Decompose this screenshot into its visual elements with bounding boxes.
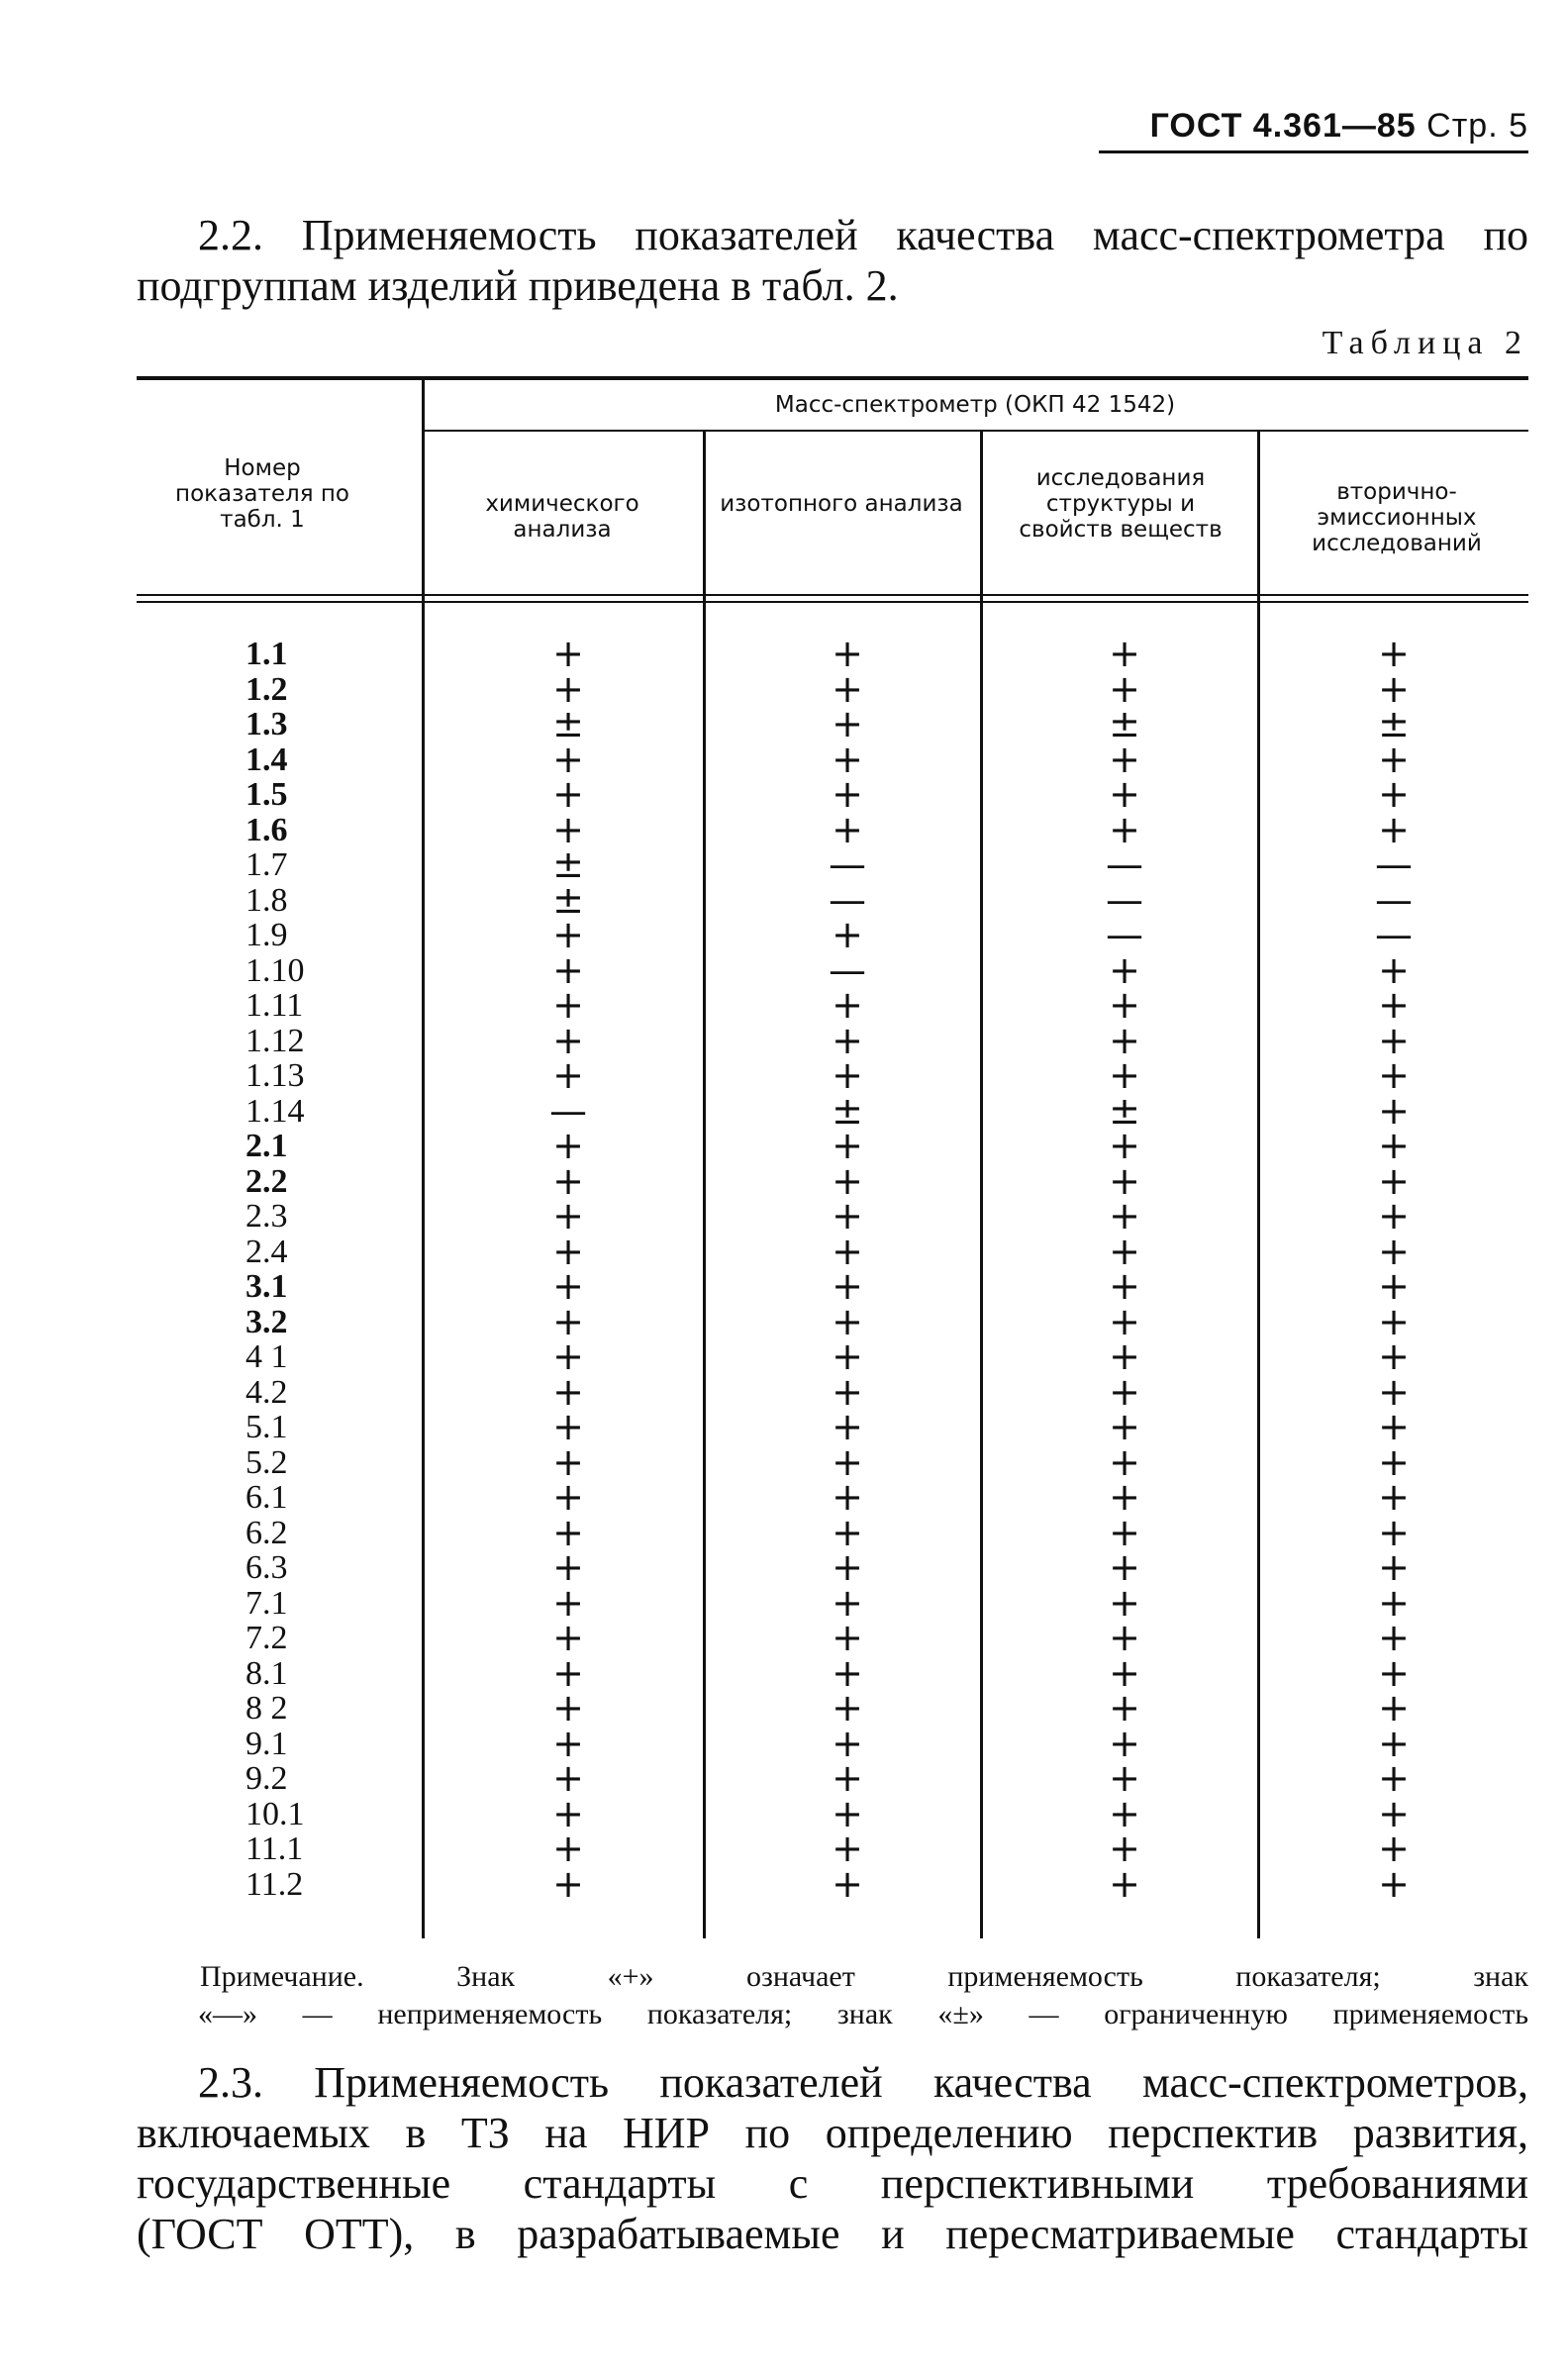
paragraph-2-3 [137, 2057, 1528, 2259]
table-cell: + [832, 1721, 863, 1765]
row-number: 9.2 [245, 1760, 288, 1797]
row-number: 7.1 [245, 1584, 288, 1622]
row-number: 1.2 [245, 670, 288, 708]
paragraph-line: 2.3. Применяемость показателей качества масс-спектрометров, [198, 2058, 1528, 2107]
table-cell: ± [1109, 702, 1140, 745]
paragraph-line: 2.2. Применяемость показателей качества масс-спектрометра по [198, 211, 1528, 259]
table-cell: + [1378, 1229, 1410, 1273]
table-cell: + [1378, 1721, 1410, 1765]
table-cell: + [552, 1053, 584, 1097]
paragraph-line: подгруппам изделий приведена в табл. 2. [137, 261, 899, 310]
table-cell: + [1378, 947, 1410, 992]
table-cell: + [832, 983, 863, 1027]
table-cell: + [1109, 1194, 1140, 1237]
table-caption: Таблица 2 [1322, 325, 1528, 361]
row-number: 10.1 [245, 1795, 305, 1832]
table-cell: + [1109, 1791, 1140, 1835]
table-cell: + [1378, 1264, 1410, 1308]
col-divider-2 [703, 432, 706, 1938]
table-cell: — [1106, 842, 1143, 886]
table-cell: — [1106, 913, 1143, 956]
table-cell: + [552, 1299, 584, 1343]
table-cell: + [1109, 1827, 1140, 1870]
table-cell: — [1375, 913, 1413, 956]
table-cell: + [552, 772, 584, 816]
table-cell: + [552, 1405, 584, 1448]
row-number: 6.1 [245, 1479, 288, 1516]
table-cell: — [829, 947, 866, 992]
table-cell: + [1378, 737, 1410, 781]
row-number: 8 2 [245, 1690, 288, 1727]
paragraph-line: включаемых в ТЗ на НИР по определению перспектив развития, [137, 2109, 1528, 2157]
table-cell: + [1109, 807, 1140, 851]
row-number: 9.1 [245, 1725, 288, 1762]
table-cell: + [1378, 1405, 1410, 1448]
column-isotope [818, 632, 877, 1906]
row-number: 11.2 [245, 1865, 304, 1903]
table-cell: ± [1378, 702, 1410, 745]
row-number: 1.13 [245, 1057, 305, 1094]
table-cell: + [1378, 1616, 1410, 1659]
page-number: Стр. 5 [1426, 107, 1528, 145]
column-secondary-emission [1364, 632, 1423, 1906]
table-cell: + [1378, 1018, 1410, 1062]
table-cell: + [552, 1194, 584, 1237]
row-number: 1.4 [245, 741, 288, 778]
table-cell: + [1378, 1335, 1410, 1378]
table-cell: + [552, 1369, 584, 1414]
col-divider-1 [422, 380, 425, 1938]
table-cell: + [552, 913, 584, 956]
header-bottom-rule-1 [137, 594, 1528, 596]
table-cell: + [552, 1510, 584, 1554]
row-number: 6.3 [245, 1549, 288, 1586]
row-number: 1.3 [245, 706, 288, 742]
table-cell: + [552, 1229, 584, 1273]
table-cell: + [552, 1791, 584, 1835]
row-number: 2.3 [245, 1198, 288, 1235]
table-cell: + [552, 1439, 584, 1484]
table-cell: + [1109, 1756, 1140, 1800]
table-cell: ± [1109, 1088, 1140, 1133]
row-number: 2.4 [245, 1233, 288, 1270]
table-cell: ± [552, 842, 584, 886]
table-cell: — [829, 877, 866, 922]
table-cell: + [1109, 1616, 1140, 1659]
row-number: 2.1 [245, 1128, 288, 1164]
table-cell: + [552, 666, 584, 711]
table-cell: + [832, 1053, 863, 1097]
row-number: 1.6 [245, 811, 288, 848]
table-cell: + [832, 1510, 863, 1554]
row-number: 5.2 [245, 1443, 288, 1481]
table-cell: + [1109, 737, 1140, 781]
running-header [1099, 107, 1528, 146]
table-cell: + [832, 1475, 863, 1519]
table-cell: + [1109, 983, 1140, 1027]
column-header-chemical: химического анализа [485, 491, 639, 543]
table-cell: + [1378, 983, 1410, 1027]
table-cell: + [1109, 1299, 1140, 1343]
table-cell: + [1109, 772, 1140, 816]
table-cell: + [832, 1756, 863, 1800]
table-cell: + [1378, 1827, 1410, 1870]
table-cell: + [832, 632, 863, 675]
table-cell: + [832, 772, 863, 816]
table-cell: + [1109, 1510, 1140, 1554]
paragraph-line: (ГОСТ ОТТ), в разрабатываемые и пересматриваемые стандарты [137, 2210, 1528, 2258]
table-cell: + [552, 1335, 584, 1378]
table-cell: + [832, 1264, 863, 1308]
table-cell: + [1109, 1229, 1140, 1273]
row-number: 1.1 [245, 636, 288, 672]
column-header-structure: исследования структуры и свойств веществ [1019, 465, 1223, 543]
table-cell: + [1109, 632, 1140, 675]
row-number: 4.2 [245, 1373, 288, 1411]
table-cell: + [1378, 1053, 1410, 1097]
table-cell: + [1378, 1510, 1410, 1554]
row-numbers [174, 637, 323, 1902]
table-cell: + [1378, 1545, 1410, 1589]
table-cell: + [1378, 1791, 1410, 1835]
table-cell: + [832, 913, 863, 956]
row-number: 1.11 [245, 987, 304, 1024]
row-number: 1.9 [245, 917, 288, 953]
table-cell: + [1378, 1650, 1410, 1695]
row-number: 8.1 [245, 1654, 288, 1692]
table-cell: + [832, 1194, 863, 1237]
table-top-rule [137, 376, 1528, 380]
table-cell: + [1378, 666, 1410, 711]
table-cell: + [1109, 1369, 1140, 1414]
paragraph-line: государственные стандарты с перспективными требованиями [137, 2159, 1528, 2208]
row-number: 3.1 [245, 1268, 288, 1305]
table-cell: — [1375, 842, 1413, 886]
row-number: 3.2 [245, 1303, 288, 1340]
table-cell: + [832, 1861, 863, 1906]
table-cell: + [832, 1369, 863, 1414]
table-cell: + [552, 1580, 584, 1625]
table-cell: + [1378, 772, 1410, 816]
table-cell: + [1378, 1369, 1410, 1414]
table-cell: + [1378, 1475, 1410, 1519]
row-number: 6.2 [245, 1514, 288, 1551]
table-cell: + [1109, 1439, 1140, 1484]
table-cell: + [552, 1616, 584, 1659]
table-cell: + [1378, 1439, 1410, 1484]
row-number: 1.5 [245, 776, 288, 813]
table-cell: + [1378, 1861, 1410, 1906]
col-divider-3 [980, 432, 983, 1938]
table-cell: + [832, 1650, 863, 1695]
row-number: 1.7 [245, 846, 288, 883]
table-cell: + [1378, 1158, 1410, 1203]
table-cell: + [832, 737, 863, 781]
table-cell: + [1109, 1405, 1140, 1448]
table-cell: + [552, 807, 584, 851]
table-cell: + [1109, 1018, 1140, 1062]
table-cell: ± [552, 877, 584, 922]
table-cell: + [552, 1545, 584, 1589]
table-cell: — [829, 842, 866, 886]
table-cell: + [832, 1616, 863, 1659]
table-cell: + [1109, 666, 1140, 711]
header-rule [1099, 150, 1528, 153]
table-cell: ± [832, 1088, 863, 1133]
table-cell: + [832, 1405, 863, 1448]
row-number: 2.2 [245, 1162, 288, 1200]
table-cell: + [832, 807, 863, 851]
table-cell: + [1109, 1158, 1140, 1203]
table-cell: + [1109, 1721, 1140, 1765]
row-number: 11.1 [245, 1830, 304, 1867]
table-cell: + [552, 632, 584, 675]
table-cell: + [1109, 1053, 1140, 1097]
row-number: 1.12 [245, 1022, 305, 1059]
table-cell: + [1109, 1335, 1140, 1378]
table-cell: + [1109, 1545, 1140, 1589]
table-cell: + [1378, 1580, 1410, 1625]
table-cell: + [552, 1686, 584, 1730]
table-cell: + [1378, 1686, 1410, 1730]
table-cell: + [1378, 807, 1410, 851]
table-cell: + [1378, 1124, 1410, 1167]
table-cell: + [1109, 1475, 1140, 1519]
table-cell: + [832, 1580, 863, 1625]
table-note [198, 1958, 1528, 2033]
group-header-rule [422, 430, 1528, 432]
header-bottom-rule-2 [137, 601, 1528, 603]
column-structure [1095, 632, 1154, 1906]
table-cell: + [832, 1124, 863, 1167]
table-cell: + [832, 1439, 863, 1484]
table-cell: + [832, 1335, 863, 1378]
table-cell: + [1378, 1194, 1410, 1237]
row-number: 5.1 [245, 1409, 288, 1445]
table-cell: + [1109, 947, 1140, 992]
table-cell: + [1109, 1686, 1140, 1730]
table-cell: + [832, 666, 863, 711]
table-cell: + [832, 1299, 863, 1343]
table-cell: + [552, 1158, 584, 1203]
row-number: 1.10 [245, 951, 305, 989]
table-cell: + [1109, 1580, 1140, 1625]
table-cell: + [552, 1756, 584, 1800]
column-header-secondary-emission: вторично-эмиссионных исследований [1312, 479, 1482, 556]
table-cell: + [1378, 1299, 1410, 1343]
column-header-isotope: изотопного анализа [720, 491, 963, 517]
table-cell: + [1378, 1756, 1410, 1800]
table-cell: + [552, 947, 584, 992]
table-cell: + [552, 737, 584, 781]
table-cell: + [552, 1861, 584, 1906]
table-cell: + [1109, 1124, 1140, 1167]
row-number: 4 1 [245, 1338, 288, 1375]
table-cell: + [552, 983, 584, 1027]
table-cell: + [552, 1827, 584, 1870]
table-cell: + [1109, 1861, 1140, 1906]
row-number: 7.2 [245, 1620, 288, 1656]
table-cell: + [1378, 632, 1410, 675]
table-cell: + [832, 1791, 863, 1835]
table-cell: + [552, 1124, 584, 1167]
row-number-header: Номер показателя по табл. 1 [175, 455, 349, 533]
row-number: 1.8 [245, 881, 288, 919]
col-divider-4 [1257, 432, 1260, 1938]
paragraph-2-2 [137, 210, 1528, 311]
group-header: Масс-спектрометр (ОКП 42 1542) [774, 392, 1176, 418]
table-cell: + [832, 1229, 863, 1273]
table-cell: + [1109, 1264, 1140, 1308]
table-cell: + [1109, 1650, 1140, 1695]
gost-number: ГОСТ 4.361—85 [1149, 107, 1417, 145]
table-cell: + [552, 1650, 584, 1695]
table-cell: + [552, 1264, 584, 1308]
table-cell: + [832, 1545, 863, 1589]
note-line: «—» — неприменяемость показателя; знак «±» — ограниченную применяемость [198, 1998, 1528, 2030]
table-cell: + [832, 1158, 863, 1203]
table-cell: + [552, 1018, 584, 1062]
table-cell: + [832, 1686, 863, 1730]
note-line: Примечание. Знак «+» означает применяемость показателя; знак [200, 1960, 1528, 1993]
table-cell: — [1106, 877, 1143, 922]
table-cell: + [832, 1018, 863, 1062]
row-number: 1.14 [245, 1092, 305, 1130]
table-cell: ± [552, 702, 584, 745]
table-cell: + [1378, 1088, 1410, 1133]
table-cell: + [832, 702, 863, 745]
table-cell: — [1375, 877, 1413, 922]
table-cell: + [832, 1827, 863, 1870]
table-cell: + [552, 1475, 584, 1519]
column-chemical [539, 632, 598, 1906]
table-cell: + [552, 1721, 584, 1765]
table-cell: — [549, 1088, 587, 1133]
